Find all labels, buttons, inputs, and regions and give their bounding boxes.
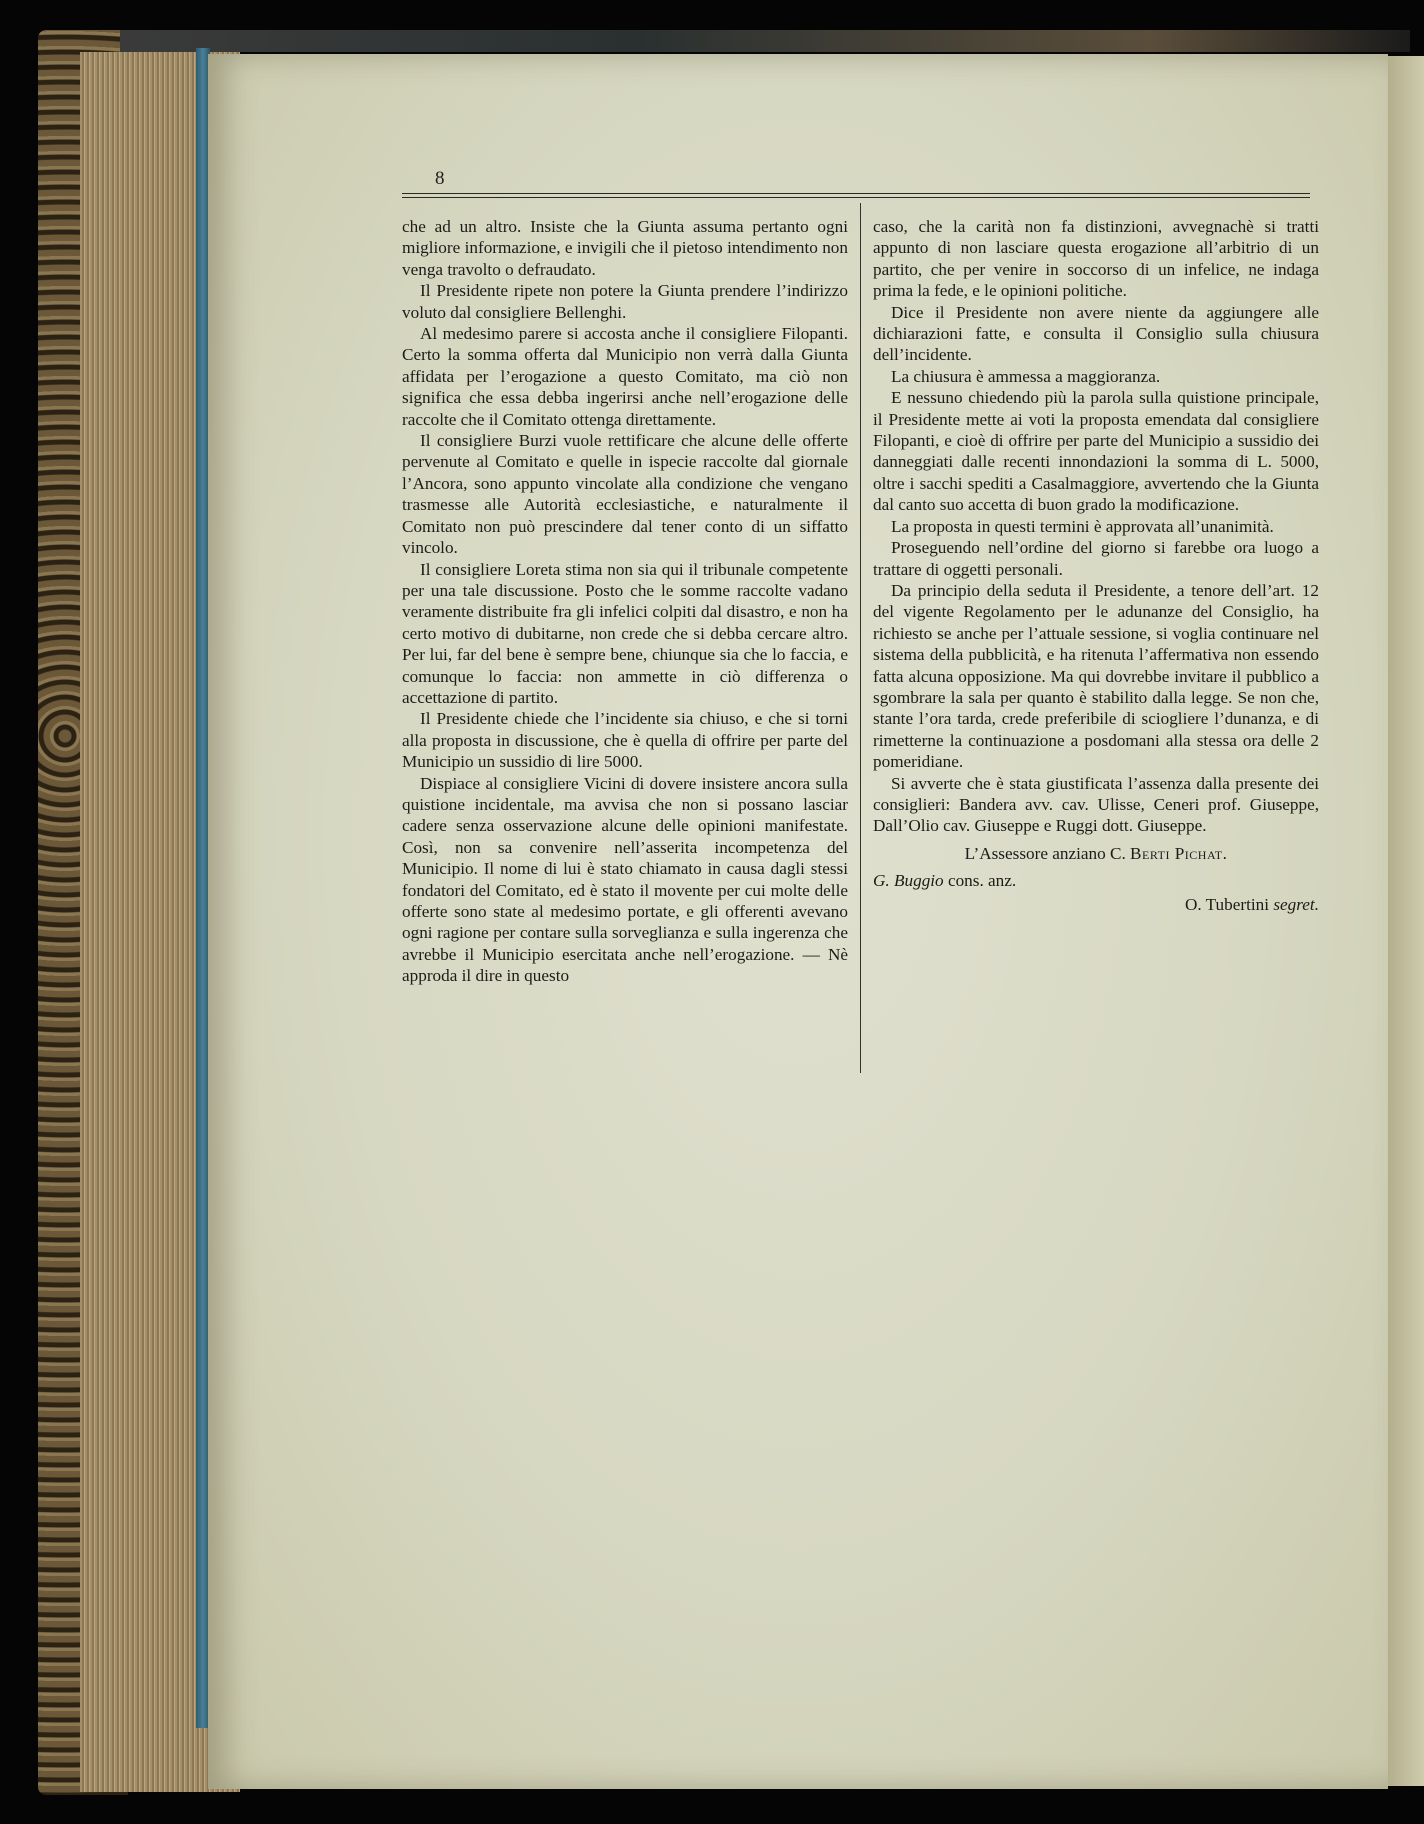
buggio-title: cons. anz.	[947, 871, 1017, 891]
signature-tubertini	[873, 894, 1319, 915]
facing-page-edge	[1388, 56, 1424, 1786]
assessore-name: Berti Pichat.	[1130, 843, 1228, 863]
left-column	[402, 216, 848, 987]
paragraph: La proposta in questi termini è approvata all’unanimità.	[891, 516, 1274, 536]
tubertini-title: segret.	[1273, 894, 1319, 914]
header-rule-thin	[402, 197, 1310, 198]
right-column	[873, 216, 1319, 915]
paragraph: Dice il Presidente non avere niente da aggiungere alle dichiarazioni fatte, e consulta il Consiglio sulla chiusura dell’incidente.	[873, 302, 1319, 365]
buggio-name: G. Buggio	[873, 871, 944, 891]
paragraph: Proseguendo nell’ordine del giorno si farebbe ora luogo a trattare di oggetti personali.	[873, 538, 1319, 579]
header-rule	[402, 193, 1310, 194]
paragraph: E nessuno chiedendo più la parola sulla quistione principale, il Presidente mette ai voti la proposta emendata dal consigliere Filopanti, e cioè di offrire per parte del Municipio a sussidio dei danneggiati dalle recenti innondazioni la somma di L. 5000, oltre i sacchi spediti a Casalmaggiore, avvertendo che la Giunta dal canto suo accetta di buon grado la modificazione.	[873, 388, 1319, 515]
paragraph: Si avverte che è stata giustificata l’assenza dalla presente dei consiglieri: Bandera avv. cav. Ulisse, Ceneri prof. Giuseppe, Dall’Olio cav. Giuseppe e Ruggi dott. Giuseppe.	[873, 773, 1319, 836]
page-number: 8	[435, 168, 445, 189]
tubertini-name: O. Tubertini	[1184, 894, 1270, 914]
signature-buggio	[873, 870, 1319, 891]
paragraph: Il consigliere Burzi vuole rettificare che alcune delle offerte pervenute al Comitato e quelle in ispecie raccolte dal giornale l’Ancora, sono appunto vincolate alla condizione che vengano trasmesse alle Autorità ecclesiastiche, e naturalmente il Comitato non può prescindere dal tener conto di un siffatto vincolo.	[402, 431, 848, 558]
signature-assessore	[873, 843, 1319, 864]
paragraph: caso, che la carità non fa distinzioni, avvegnachè si tratti appunto di non lasciare questa erogazione all’arbitrio di un partito, che per venire in soccorso di un infelice, ne indaga prima la fede, e le opinioni politiche.	[873, 217, 1319, 301]
paragraph: Il Presidente chiede che l’incidente sia chiuso, e che si torni alla proposta in discussione, che è quella di offrire per parte del Municipio un sussidio di lire 5000.	[402, 709, 848, 772]
paragraph: Al medesimo parere si accosta anche il consigliere Filopanti. Certo la somma offerta dal Municipio non verrà dalla Giunta affidata per l’erogazione a questo Comitato, ma ciò non significa che essa debba ingerirsi anche nell’erogazione delle raccolte che il Comitato ottenga direttamente.	[402, 324, 848, 429]
column-divider	[860, 203, 861, 1073]
paragraph: Il consigliere Loreta stima non sia qui il tribunale competente per una tale discussione. Posto che le somme raccolte vadano veramente distribuite fra gli infelici colpiti dal disastro, e non ha certo motivo di dubitarne, non crede che si debba cercare altro. Per lui, far del bene è sempre bene, chiunque sia che lo faccia, e comunque lo faccia: non ammette in ciò differenza o accettazione di partito.	[402, 559, 848, 707]
paragraph: Il Presidente ripete non potere la Giunta prendere l’indirizzo voluto dal consigliere Bellenghi.	[402, 281, 848, 322]
paragraph: che ad un altro. Insiste che la Giunta assuma pertanto ogni migliore informazione, e invigili che il pietoso intendimento non venga travolto o defraudato.	[402, 217, 848, 279]
assessore-prefix: L’Assessore anziano C.	[964, 843, 1126, 863]
paragraph: Dispiace al consigliere Vicini di dovere insistere ancora sulla quistione incidentale, ma avvisa che non si possano lasciar cadere senza osservazione alcune delle opinioni manifestate. Così, non sa convenire nell’asserita incompetenza del Municipio. Il nome di lui è stato chiamato in causa dagli stessi fondatori del Comitato, ed è stato il movente per cui molte delle offerte sono state al medesimo portate, e gli offerenti avevano ogni ragione per contare sulla sorveglianza e sulla ingerenza che avrebbe il Municipio esercitata anche nell’erogazione. — Nè approda il dire in questo	[402, 773, 848, 986]
paragraph: Da principio della seduta il Presidente, a tenore dell’art. 12 del vigente Regolamento per le adunanze del Consiglio, ha richiesto se anche per l’attuale sessione, si voglia continuare nel sistema della pubblicità, e ha ritenuta l’affermativa non essendo fatta alcuna opposizione. Ma qui dovrebbe invitare il pubblico a sgombrare la sala per quanto è stabilito dalla legge. Se non che, stante l’ora tarda, crede preferibile di sciogliere l’dunanza, e di rimetterne la continuazione a posdomani alla stessa ora delle 2 pomeridiane.	[873, 580, 1319, 772]
paragraph: La chiusura è ammessa a maggioranza.	[891, 366, 1161, 386]
book-cover-top	[120, 30, 1410, 52]
